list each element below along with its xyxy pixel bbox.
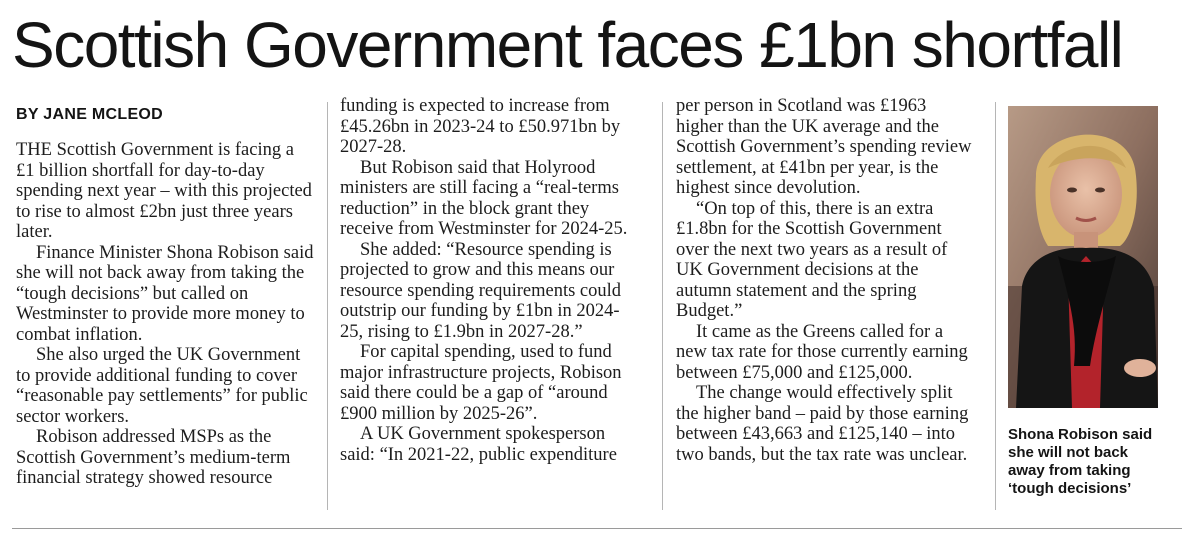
photo-shona-robison [1008, 106, 1158, 408]
paragraph: She also urged the UK Government to provide additional funding to cover “reasonable pay settlements” for public sector workers. [16, 345, 308, 427]
paragraph: THE Scottish Government is facing a £1 billion shortfall for day-to-day spending next year – with this projected to rise to almost £2bn just three years later. [16, 140, 312, 242]
paragraph: She added: “Resource spending is projected to grow and this means our resource spending requirements could outstrip our funding by £1bn in 2024-25, rising to £1.9bn in 2027-28.” [340, 239, 622, 342]
paragraph: But Robison said that Holyrood ministers are still facing a “real-terms reduction” in the block grant they receive from Westminster for 2024-25. [340, 157, 628, 239]
article-column-2 [340, 96, 640, 516]
bottom-divider [12, 528, 1182, 529]
column-divider [662, 102, 663, 510]
headline: Scottish Government faces £1bn shortfall [12, 9, 1123, 81]
paragraph: For capital spending, used to fund major infrastructure projects, Robison said there could be a gap of “around £900 million by 2025-26”. [340, 342, 622, 424]
paragraph: funding is expected to increase from £45.26bn in 2023-24 to £50.971bn by 2027-28. [340, 96, 621, 157]
article-column-3 [676, 96, 976, 516]
article-column-1 [16, 140, 314, 560]
paragraph: The change would effectively split the higher band – paid by those earning between £43,663 and £125,140 – into two bands, but the tax rate was unclear. [676, 383, 969, 465]
paragraph: A UK Government spokesperson said: “In 2021-22, public expenditure [340, 424, 617, 465]
paragraph: per person in Scotland was £1963 higher than the UK average and the Scottish Government’s spending review settlement, at £41bn per year, is the highest since devolution. [676, 96, 972, 198]
paragraph: Robison addressed MSPs as the Scottish Government’s medium-term financial strategy showed resource [16, 427, 291, 488]
column-divider [327, 102, 328, 510]
paragraph: It came as the Greens called for a new tax rate for those currently earning between £75,000 and £125,000. [676, 321, 968, 383]
column-divider [995, 102, 996, 510]
byline: BY JANE MCLEOD [16, 106, 164, 123]
photo-caption: Shona Robison said she will not back away from taking ‘tough decisions’ [1008, 426, 1153, 497]
paragraph: Finance Minister Shona Robison said she will not back away from taking the “tough decisions” but called on Westminster to provide more money to combat inflation. [16, 242, 314, 345]
paragraph: “On top of this, there is an extra £1.8bn for the Scottish Government over the next two years as a result of UK Government decisions at the autumn statement and the spring Budget.” [676, 198, 948, 321]
